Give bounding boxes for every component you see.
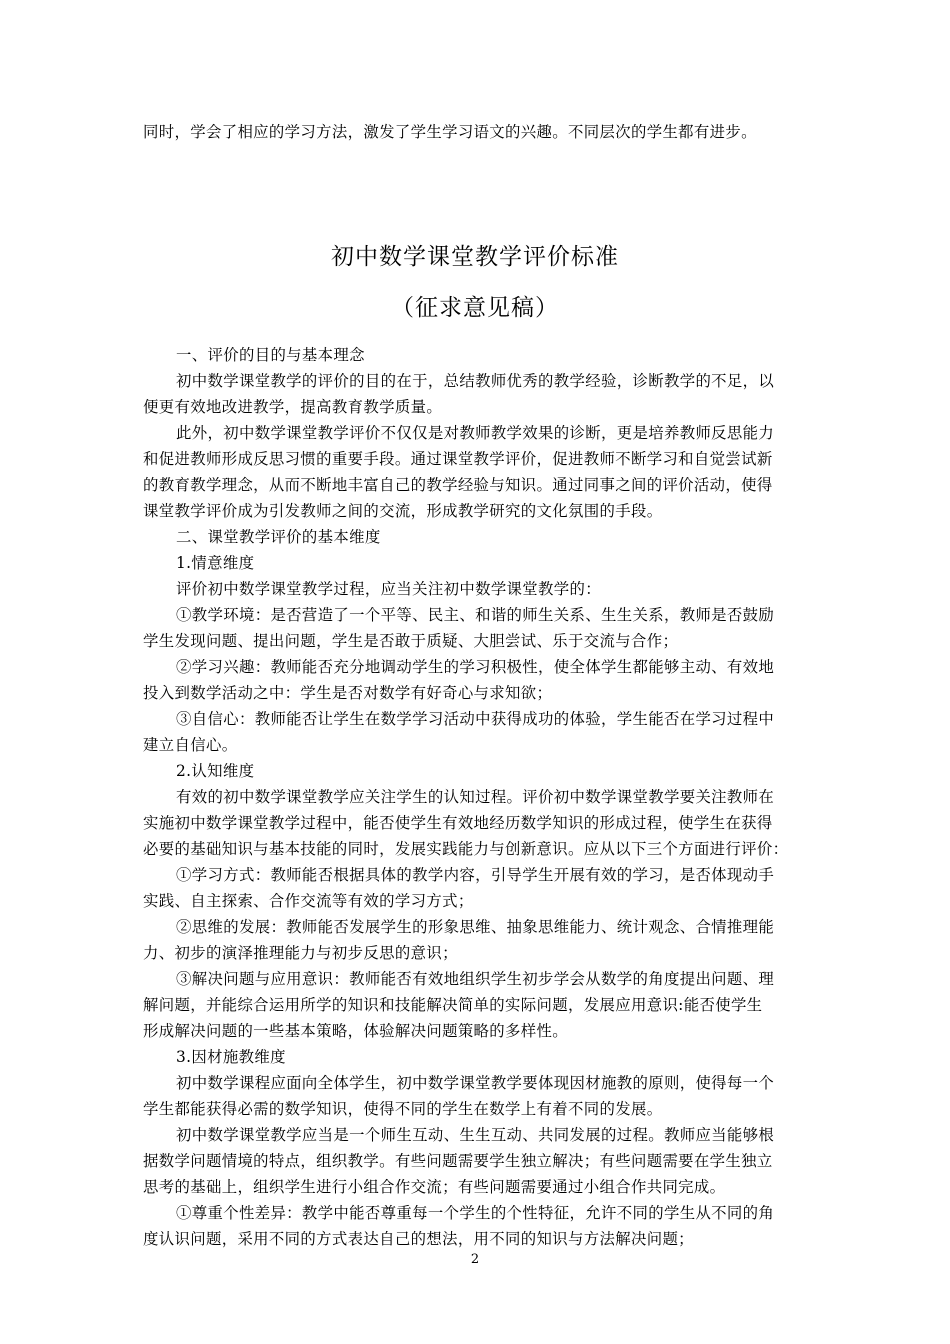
list-item-line: 建立自信心。 bbox=[143, 736, 238, 754]
paragraph-line: 必要的基础知识与基本技能的同时，发展实践能力与创新意识。应从以下三个方面进行评价： bbox=[143, 840, 789, 858]
document-subtitle: （征求意见稿） bbox=[391, 295, 559, 321]
list-item-line: 度认识问题，采用不同的方式表达自己的想法，用不同的知识与方法解决问题； bbox=[143, 1230, 694, 1248]
paragraph-line: 初中数学课堂教学的评价的目的在于，总结教师优秀的教学经验，诊断教学的不足，以 bbox=[176, 372, 775, 390]
list-item-line: 力、初步的演泽推理能力与初步反思的意识； bbox=[143, 944, 458, 962]
subsection-heading: 3.因材施教维度 bbox=[176, 1048, 286, 1066]
paragraph-line: 初中数学课堂教学应当是一个师生互动、生生互动、共同发展的过程。教师应当能够根 bbox=[176, 1126, 775, 1144]
list-item-line: 解问题，并能综合运用所学的知识和技能解决简单的实际问题，发展应用意识:能否使学生 bbox=[143, 996, 763, 1014]
paragraph-line: 据数学问题情境的特点，组织教学。有些问题需要学生独立解决；有些问题需要在学生独立 bbox=[143, 1152, 773, 1170]
list-item-line: 投入到数学活动之中：学生是否对数学有好奇心与求知欲； bbox=[143, 684, 553, 702]
subsection-heading: 2.认知维度 bbox=[176, 762, 255, 780]
paragraph-line: 此外，初中数学课堂教学评价不仅仅是对教师教学效果的诊断，更是培养教师反思能力 bbox=[176, 424, 775, 442]
section-heading-1: 一、评价的目的与基本理念 bbox=[176, 346, 365, 364]
list-item-line: ①学习方式：教师能否根据具体的教学内容，引导学生开展有效的学习，是否体现动手 bbox=[176, 866, 775, 884]
list-item-line: 形成解决问题的一些基本策略，体验解决问题策略的多样性。 bbox=[143, 1022, 568, 1040]
list-item-line: ②思维的发展：教师能否发展学生的形象思维、抽象思维能力、统计观念、合情推理能 bbox=[176, 918, 775, 936]
list-item-line: 实践、自主探索、合作交流等有效的学习方式； bbox=[143, 892, 474, 910]
paragraph-line: 课堂教学评价成为引发教师之间的交流，形成教学研究的文化氛围的手段。 bbox=[143, 502, 663, 520]
paragraph-line: 学生都能获得必需的数学知识，使得不同的学生在数学上有着不同的发展。 bbox=[143, 1100, 663, 1118]
paragraph-line: 和促进教师形成反思习惯的重要手段。通过课堂教学评价，促进教师不断学习和自觉尝试新 bbox=[143, 450, 773, 468]
list-item-line: ①尊重个性差异：教学中能否尊重每一个学生的个性特征，允许不同的学生从不同的角 bbox=[176, 1204, 775, 1222]
paragraph-line: 实施初中数学课堂教学过程中，能否使学生有效地经历数学知识的形成过程，使学生在获得 bbox=[143, 814, 773, 832]
list-item-line: ②学习兴趣：教师能否充分地调动学生的学习积极性，使全体学生都能够主动、有效地 bbox=[176, 658, 775, 676]
carryover-paragraph-line: 同时，学会了相应的学习方法，激发了学生学习语文的兴趣。不同层次的学生都有进步。 bbox=[143, 123, 757, 141]
list-item-line: ①教学环境：是否营造了一个平等、民主、和谐的师生关系、生生关系，教师是否鼓励 bbox=[176, 606, 775, 624]
document-title: 初中数学课堂教学评价标准 bbox=[331, 244, 619, 270]
paragraph-line: 评价初中数学课堂教学过程，应当关注初中数学课堂教学的： bbox=[176, 580, 601, 598]
paragraph-line: 初中数学课程应面向全体学生，初中数学课堂教学要体现因材施教的原则，使得每一个 bbox=[176, 1074, 775, 1092]
list-item-line: ③解决问题与应用意识：教师能否有效地组织学生初步学会从数学的角度提出问题、理 bbox=[176, 970, 775, 988]
paragraph-line: 的教育教学理念，从而不断地丰富自己的教学经验与知识。通过同事之间的评价活动，使得 bbox=[143, 476, 773, 494]
list-item-line: ③自信心：教师能否让学生在数学学习活动中获得成功的体验，学生能否在学习过程中 bbox=[176, 710, 775, 728]
list-item-line: 学生发现问题、提出问题，学生是否敢于质疑、大胆尝试、乐于交流与合作； bbox=[143, 632, 679, 650]
subsection-heading: 1.情意维度 bbox=[176, 554, 255, 572]
paragraph-line: 有效的初中数学课堂教学应关注学生的认知过程。评价初中数学课堂教学要关注教师在 bbox=[176, 788, 775, 806]
paragraph-line: 便更有效地改进教学，提高教育教学质量。 bbox=[143, 398, 443, 416]
section-heading-2: 二、课堂教学评价的基本维度 bbox=[176, 528, 381, 546]
page-number: 2 bbox=[470, 1252, 480, 1267]
paragraph-line: 思考的基础上，组织学生进行小组合作交流；有些问题需要通过小组合作共同完成。 bbox=[143, 1178, 726, 1196]
